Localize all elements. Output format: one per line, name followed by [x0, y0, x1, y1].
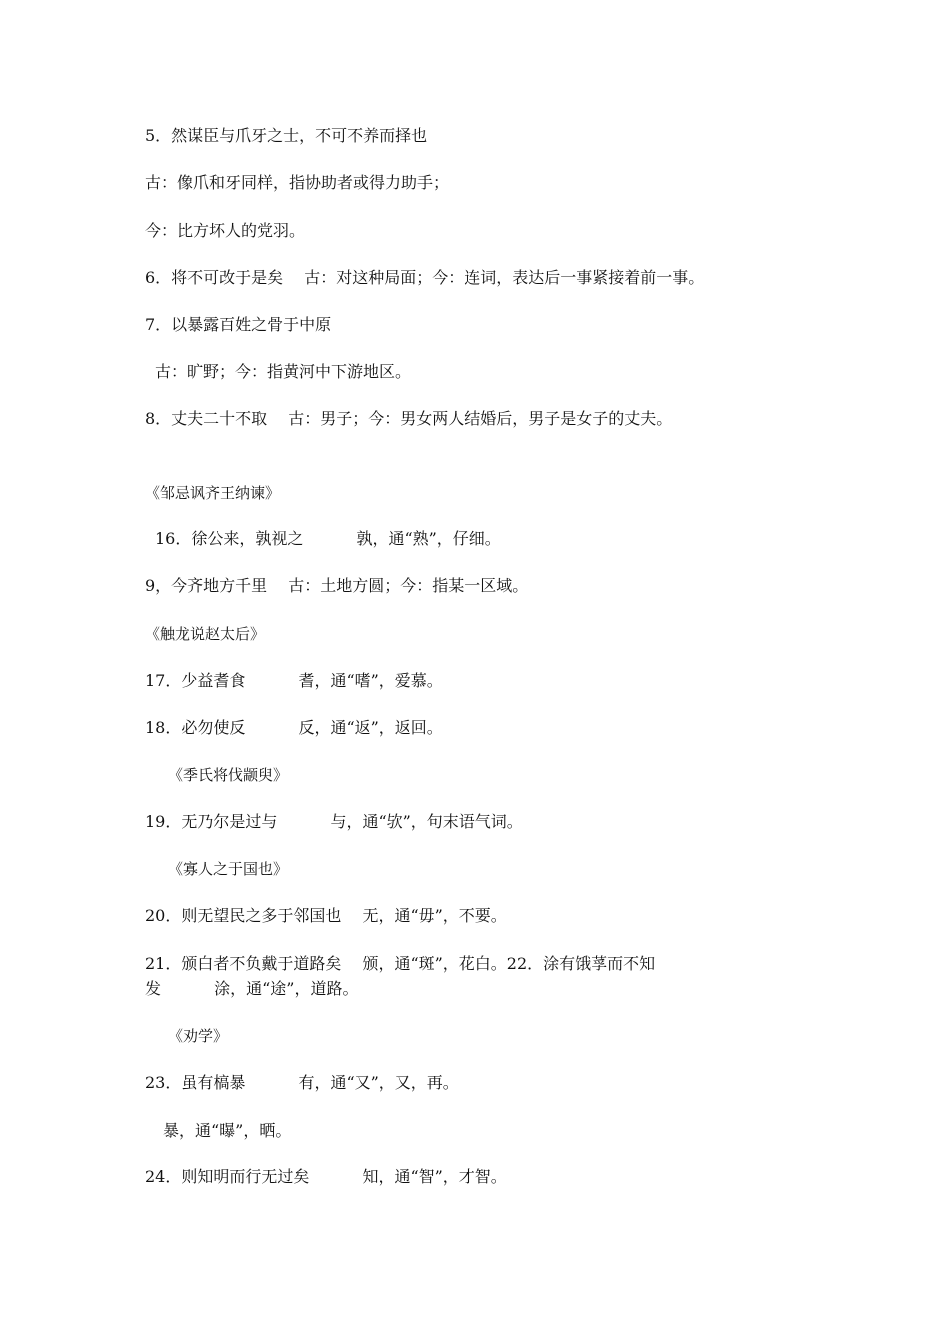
- text-line: 7．以暴露百姓之骨于中原: [145, 315, 332, 334]
- text-line: 18．必勿使反 反，通“返”，返回。: [145, 718, 443, 737]
- text-line: 19．无乃尔是过与 与，通“欤”，句末语气词。: [145, 812, 523, 831]
- text-line: 6．将不可改于是矣 古：对这种局面；今：连词，表达后一事紧接着前一事。: [145, 268, 705, 287]
- text-line: 21．颁白者不负戴于道路矣 颁，通“斑”，花白。22．涂有饿莩而不知: [145, 954, 656, 973]
- text-line: 发 涂，通“途”，道路。: [145, 979, 359, 998]
- text-line: 20．则无望民之多于邻国也 无，通“毋”，不要。: [145, 906, 507, 925]
- text-line: 今：比方坏人的党羽。: [145, 221, 306, 240]
- text-line: 暴，通“曝”，晒。: [163, 1121, 292, 1140]
- text-line: 23．虽有槁暴 有，通“又”，又，再。: [145, 1073, 459, 1092]
- text-line: 古：像爪和牙同样，指协助者或得力助手；: [145, 173, 450, 192]
- text-line: 17．少益耆食 耆，通“嗜”，爱慕。: [145, 671, 443, 690]
- text-line: 9，今齐地方千里 古：土地方圆；今：指某一区域。: [145, 576, 529, 595]
- section-title: 《季氏将伐颛臾》: [168, 766, 289, 784]
- text-line: 古：旷野；今：指黄河中下游地区。: [155, 362, 412, 381]
- section-title: 《触龙说赵太后》: [145, 625, 266, 643]
- section-title: 《邹忌讽齐王纳谏》: [145, 484, 281, 502]
- text-line: 16．徐公来，孰视之 孰，通“熟”，仔细。: [155, 529, 501, 548]
- section-title: 《劝学》: [168, 1027, 229, 1045]
- text-line: 8．丈夫二十不取 古：男子；今：男女两人结婚后，男子是女子的丈夫。: [145, 409, 673, 428]
- text-line: 5．然谋臣与爪牙之士，不可不养而择也: [145, 126, 428, 145]
- text-line: 24．则知明而行无过矣 知，通“智”，才智。: [145, 1167, 507, 1186]
- section-title: 《寡人之于国也》: [168, 860, 289, 878]
